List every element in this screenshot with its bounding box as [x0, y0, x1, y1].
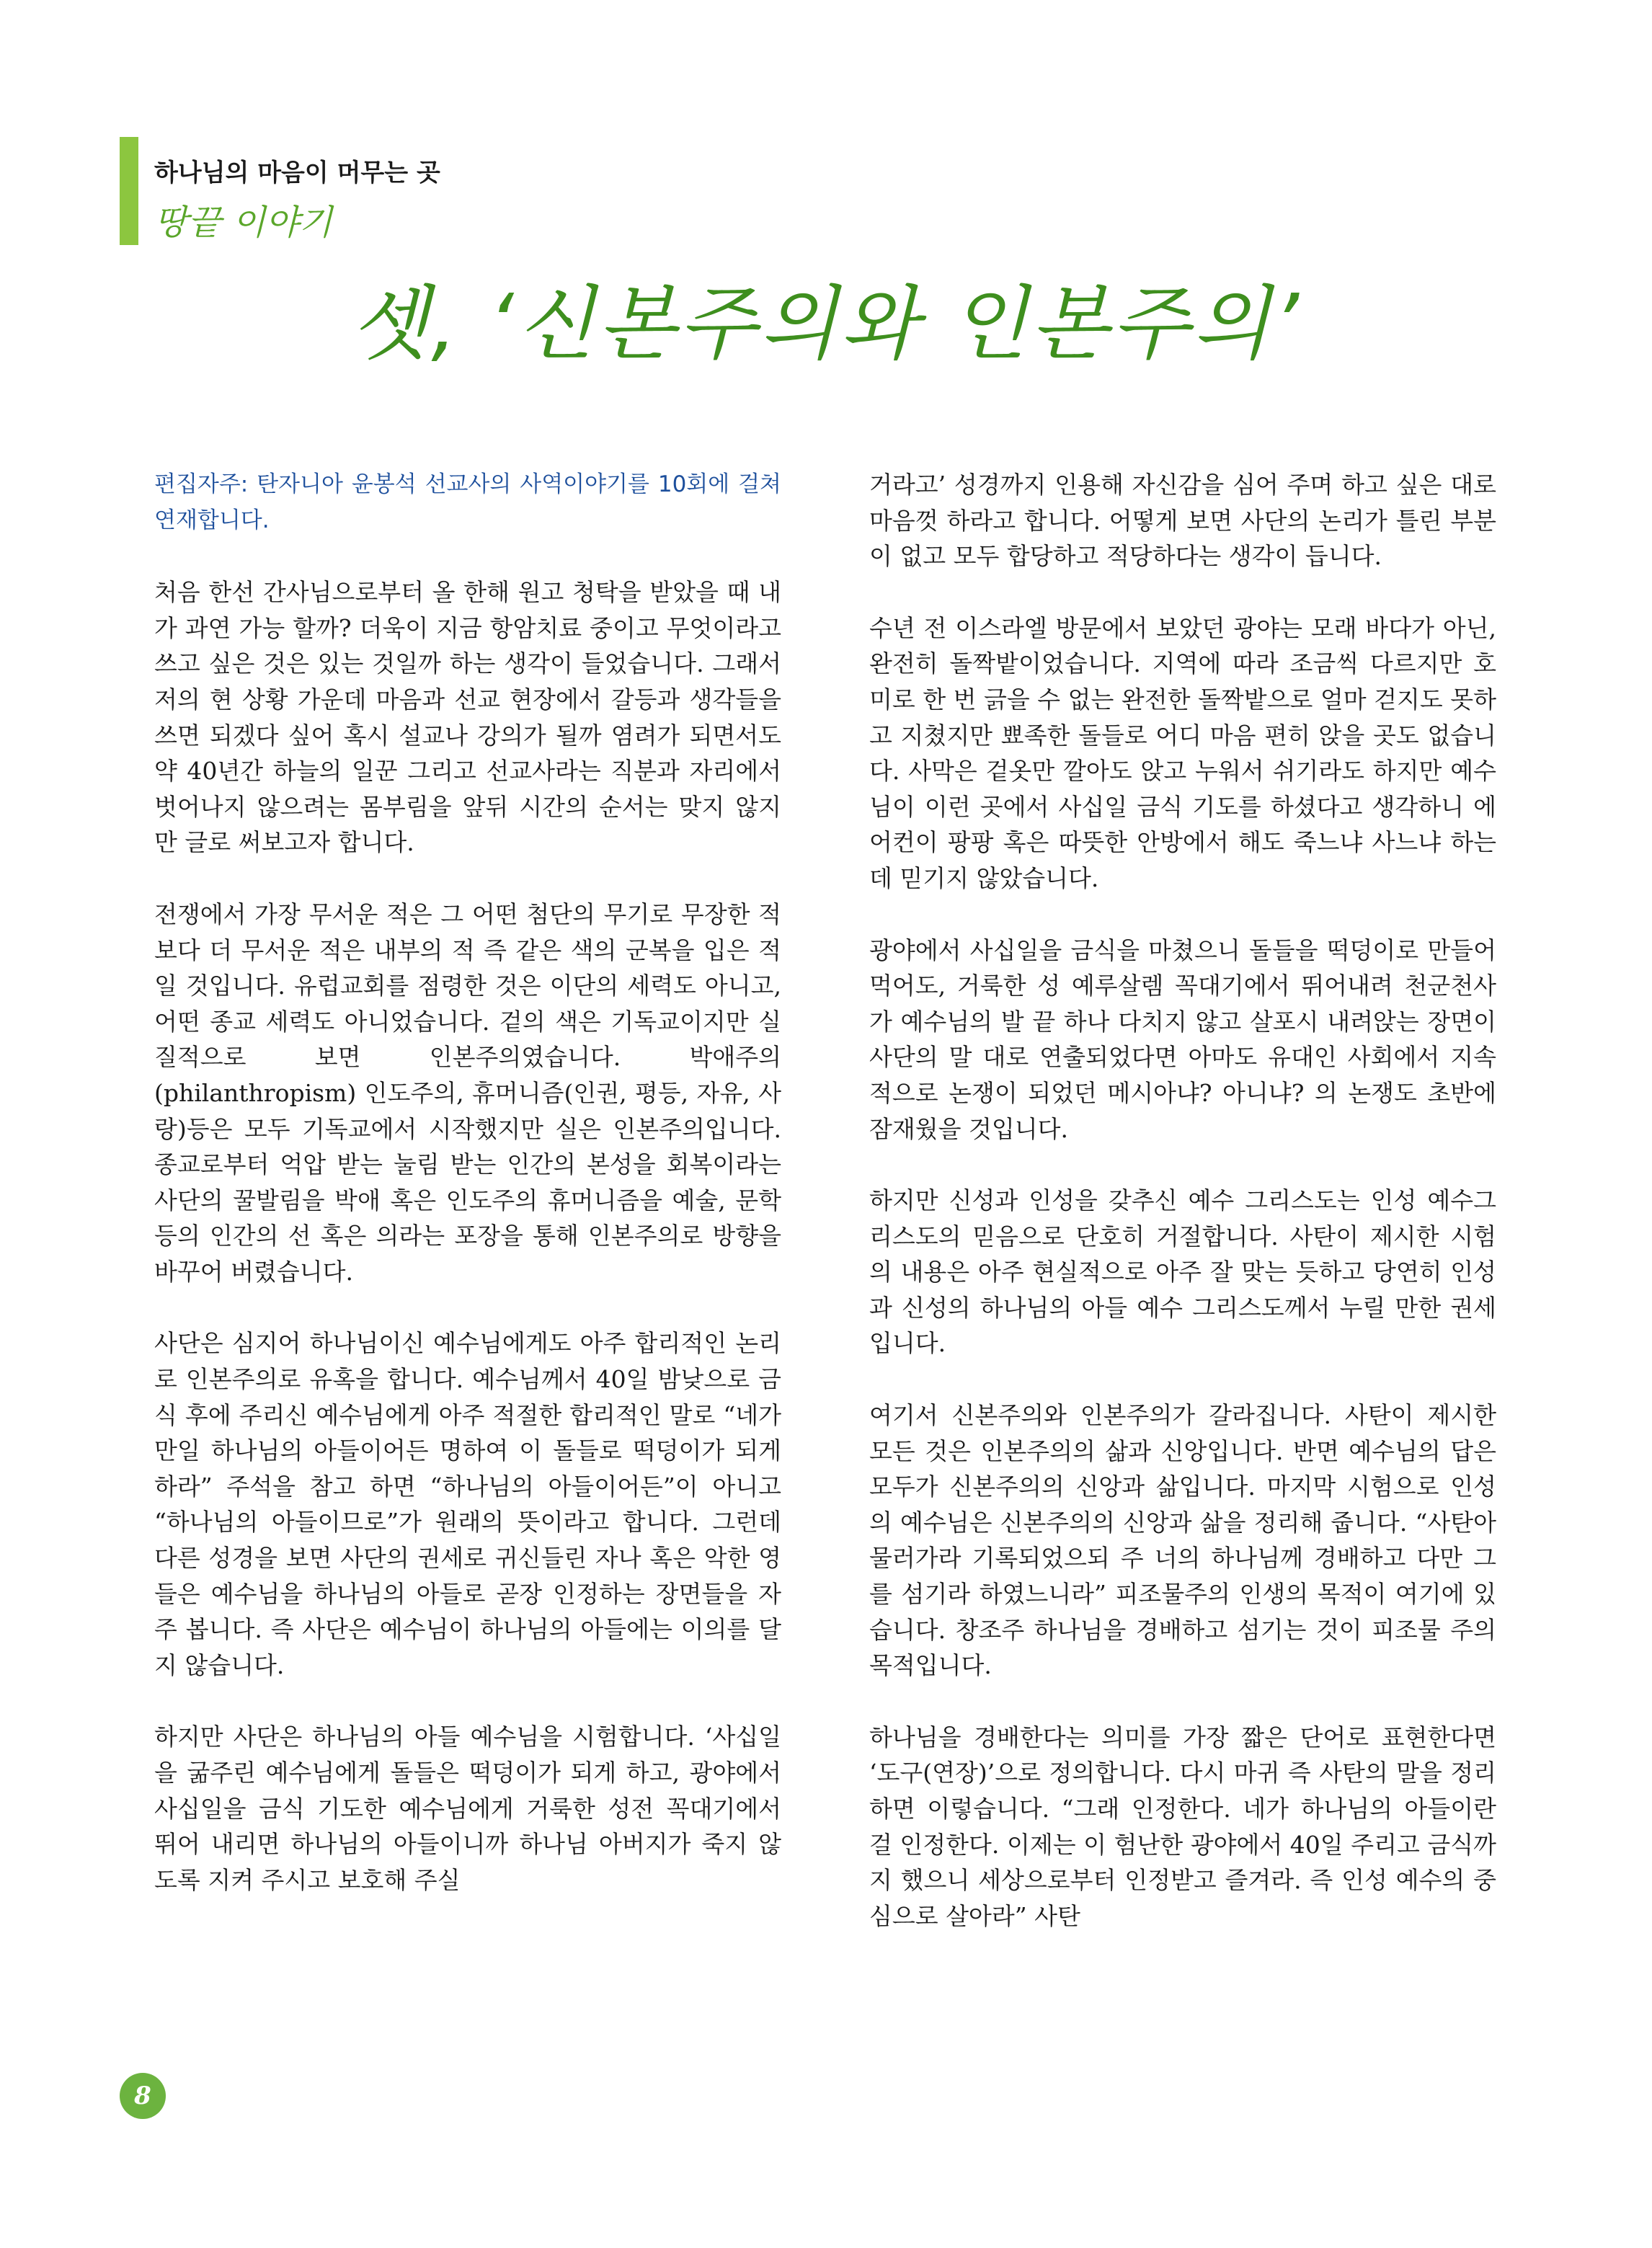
paragraph: 처음 한선 간사님으로부터 올 한해 원고 청탁을 받았을 때 내가 과연 가능 할까? 더욱이 지금 항암치료 중이고 무엇이라고 쓰고 싶은 것은 있는 것일까 하는 생각이 들었습니다. 그래서 저의 현 상황 가운데 마음과 선교 현장에서 갈등과 생각들을 쓰면 되겠다 싶어 혹시 설교나 강의가 될까 염려가 되면서도 약 40년간 하늘의 일꾼 그리고 선교사라는 직분과 자리에서 벗어나지 않으려는 몸부림을 앞뒤 시간의 순서는 맞지 않지만 글로 써보고자 합니다. — [154, 578, 781, 857]
paragraph: 사단은 심지어 하나님이신 예수님에게도 아주 합리적인 논리로 인본주의로 유혹을 합니다. 예수님께서 40일 밤낮으로 금식 후에 주리신 예수님에게 아주 적절한 합리적인 말로 “네가 만일 하나님의 아들이어든 명하여 이 돌들로 떡덩이가 되게 하라” 주석을 참고 하면 “하나님의 아들이어든”이 아니고 “하나님의 아들이므로”가 원래의 뜻이라고 합니다. 그런데 다른 성경을 보면 사단의 권세로 귀신들린 자나 혹은 악한 영들은 예수님을 하나님의 아들로 곧장 인정하는 장면들을 자주 봅니다. 즉 사단은 예수님이 하나님의 아들에는 이의를 달지 않습니다. — [154, 1329, 781, 1679]
right-column — [869, 467, 1496, 1970]
page-number-badge — [120, 2073, 166, 2119]
paragraph: 광야에서 사십일을 금식을 마쳤으니 돌들을 떡덩이로 만들어 먹어도, 거룩한 성 예루살렘 꼭대기에서 뛰어내려 천군천사가 예수님의 발 끝 하나 다치지 않고 살포시 내려앉는 장면이 사단의 말 대로 연출되었다면 아마도 유대인 사회에서 지속적으로 논쟁이 되었던 메시아냐? 아니냐? 의 논쟁도 초반에 잠재웠을 것입니다. — [869, 936, 1496, 1143]
article-title: 셋, ‘신본주의와 인본주의’ — [350, 277, 1302, 371]
paragraph: 하나님을 경배한다는 의미를 가장 짧은 단어로 표현한다면 ‘도구(연장)’으로 정의합니다. 다시 마귀 즉 사탄의 말을 정리하면 이렇습니다. “그래 인정한다. 네가 하나님의 아들이란 걸 인정한다. 이제는 이 험난한 광야에서 40일 주리고 금식까지 했으니 세상으로부터 인정받고 즐겨라. 즉 인성 예수의 중심으로 살아라” 사탄 — [869, 1723, 1496, 1930]
paragraph: 하지만 신성과 인성을 갖추신 예수 그리스도는 인성 예수그리스도의 믿음으로 단호히 거절합니다. 사탄이 제시한 시험의 내용은 아주 현실적으로 아주 잘 맞는 듯하고 당연히 인성과 신성의 하나님의 아들 예수 그리스도께서 누릴 만한 권세입니다. — [869, 1186, 1496, 1358]
series-title: 땅끝 이야기 — [154, 203, 333, 243]
paragraph: 거라고’ 성경까지 인용해 자신감을 심어 주며 하고 싶은 대로 마음껏 하라고 합니다. 어떻게 보면 사단의 논리가 틀린 부분이 없고 모두 합당하고 적당하다는 생각이 듭니다. — [869, 471, 1496, 571]
header-accent-bar — [120, 137, 138, 245]
editor-note: 편집자주: 탄자니아 윤봉석 선교사의 사역이야기를 10회에 걸쳐 연재합니다. — [154, 471, 781, 533]
paragraph: 여기서 신본주의와 인본주의가 갈라집니다. 사탄이 제시한 모든 것은 인본주의의 삶과 신앙입니다. 반면 예수님의 답은 모두가 신본주의의 신앙과 삶입니다. 마지막 시험으로 인성의 예수님은 신본주의의 신앙과 삶을 정리해 줍니다. “사탄아 물러가라 기록되었으되 주 너의 하나님께 경배하고 다만 그를 섬기라 하였느니라” 피조물주의 인생의 목적이 여기에 있습니다. 창조주 하나님을 경배하고 섬기는 것이 피조물 주의 목적입니다. — [869, 1401, 1496, 1680]
paragraph: 전쟁에서 가장 무서운 적은 그 어떤 첨단의 무기로 무장한 적보다 더 무서운 적은 내부의 적 즉 같은 색의 군복을 입은 적일 것입니다. 유럽교회를 점령한 것은 이단의 세력도 아니고, 어떤 종교 세력도 아니었습니다. 겉의 색은 기독교이지만 실질적으로 보면 인본주의였습니다. 박애주의(philanthropism) 인도주의, 휴머니즘(인권, 평등, 자유, 사랑)등은 모두 기독교에서 시작했지만 실은 인본주의입니다. 종교로부터 억압 받는 눌림 받는 인간의 본성을 회복이라는 사단의 꿀발림을 박애 혹은 인도주의 휴머니즘을 예술, 문학 등의 인간의 선 혹은 의라는 포장을 통해 인본주의로 방향을 바꾸어 버렸습니다. — [154, 899, 781, 1286]
left-column — [154, 467, 781, 1934]
header-subtitle: 하나님의 마음이 머무는 곳 — [154, 159, 440, 187]
paragraph: 수년 전 이스라엘 방문에서 보았던 광야는 모래 바다가 아닌, 완전히 돌짝밭이었습니다. 지역에 따라 조금씩 다르지만 호미로 한 번 긁을 수 없는 완전한 돌짝밭으로 얼마 걷지도 못하고 지쳤지만 뾰족한 돌들로 어디 마음 편히 앉을 곳도 없습니다. 사막은 겉옷만 깔아도 앉고 누워서 쉬기라도 하지만 예수님이 이런 곳에서 사십일 금식 기도를 하셨다고 생각하니 에어컨이 팡팡 혹은 따뜻한 안방에서 해도 죽느냐 사느냐 하는데 믿기지 않았습니다. — [869, 613, 1496, 892]
paragraph: 하지만 사단은 하나님의 아들 예수님을 시험합니다. ‘사십일을 굶주린 예수님에게 돌들은 떡덩이가 되게 하고, 광야에서 사십일을 금식 기도한 예수님에게 거룩한 성전 꼭대기에서 뛰어 내리면 하나님의 아들이니까 하나님 아버지가 죽지 않도록 지켜 주시고 보호해 주실 — [154, 1723, 781, 1894]
page-number: 8 — [134, 2082, 151, 2110]
